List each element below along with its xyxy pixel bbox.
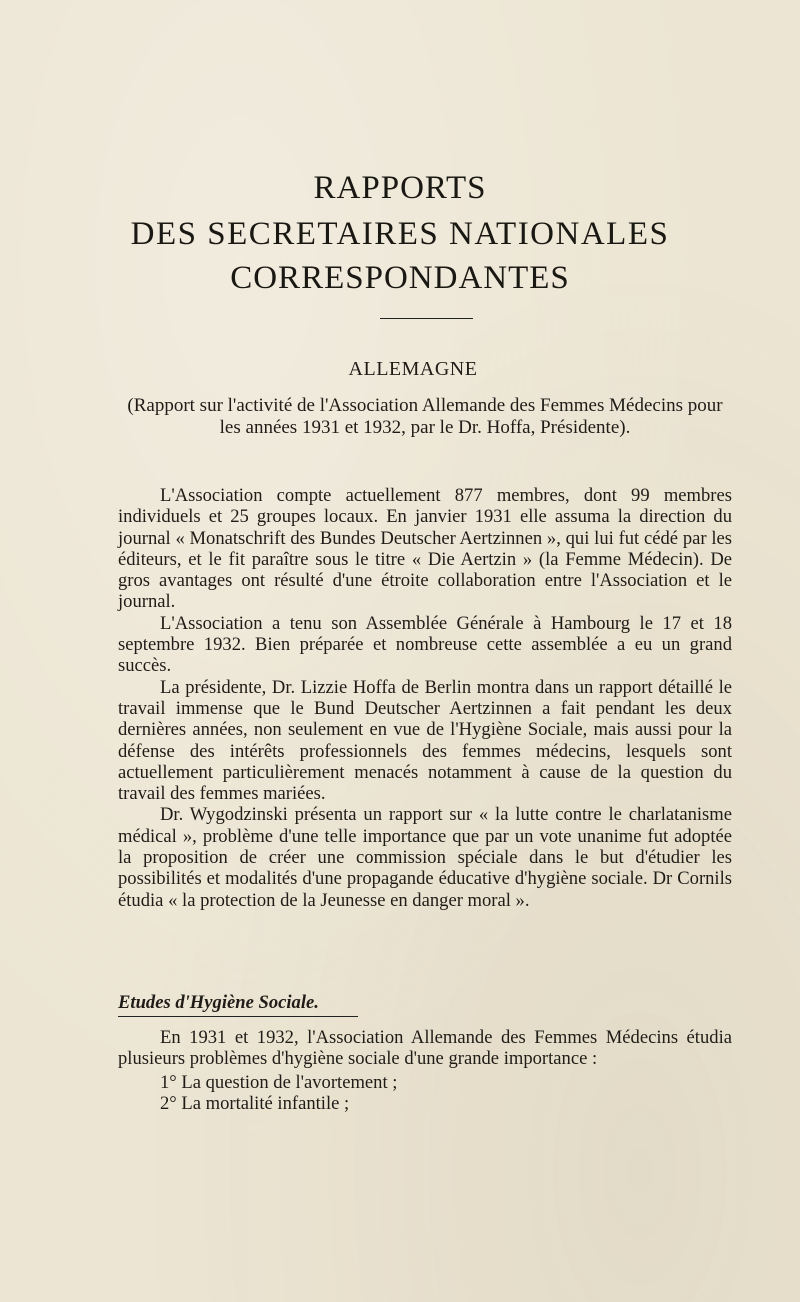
report-body	[118, 485, 732, 911]
studies-heading: Etudes d'Hygiène Sociale.	[118, 992, 358, 1017]
title-line-2: DES SECRETAIRES NATIONALES	[130, 216, 670, 252]
paragraph-membership: L'Association compte actuellement 877 membres, dont 99 membres individuels et 25 groupes locaux. En janvier 1931 elle assuma la direction du journal « Monatschrift des Bundes Deutscher Aertzinnen », qui lui fut cédé par les éditeurs, et le fit paraître sous le titre « Die Aertzin » (la Femme Médecin). De gros avantages ont résulté d'une étroite collaboration entre l'Association et le journal.	[118, 485, 732, 613]
title-line-1: RAPPORTS	[313, 170, 487, 206]
studies-body	[118, 1027, 732, 1115]
list-item: 1° La question de l'avortement ;	[160, 1071, 398, 1093]
title-line-3: CORRESPONDANTES	[230, 260, 570, 296]
country-heading: ALLEMAGNE	[348, 358, 478, 380]
studies-list	[118, 1072, 732, 1115]
studies-intro: En 1931 et 1932, l'Association Allemande des Femmes Médecins étudia plusieurs problèmes d'hygiène sociale d'une grande importance :	[118, 1027, 732, 1070]
paragraph-president-report: La présidente, Dr. Lizzie Hoffa de Berlin montra dans un rapport détaillé le travail immense que le Bund Deutscher Aertzinnen a fait pendant les deux dernières années, non seulement en vue de l'Hygiène Sociale, mais aussi pour la défense des intérêts professionnels des femmes médecins, lesquels sont actuellement particulièrement menacés notamment à cause de la question du travail des femmes mariées.	[118, 676, 732, 805]
list-item: 2° La mortalité infantile ;	[160, 1093, 350, 1115]
report-subtitle: (Rapport sur l'activité de l'Association Allemande des Femmes Médecins pour les années 1931 et 1932, par le Dr. Hoffa, Présidente).	[127, 395, 723, 438]
title-divider	[380, 318, 473, 319]
paragraph-charlatanism: Dr. Wygodzinski présenta un rapport sur « la lutte contre le charlatanisme médical », problème d'une telle importance que par un vote unanime fut adoptée la proposition de créer une commission spéciale dans le but d'étudier les possibilités et modalités d'une propagande éducative d'hygiène sociale. Dr Cornils étudia « la protection de la Jeunesse en danger moral ».	[118, 804, 732, 911]
paragraph-assembly: L'Association a tenu son Assemblée Générale à Hambourg le 17 et 18 septembre 1932. Bien préparée et nombreuse cette assemblée a eu un grand succès.	[118, 612, 732, 677]
